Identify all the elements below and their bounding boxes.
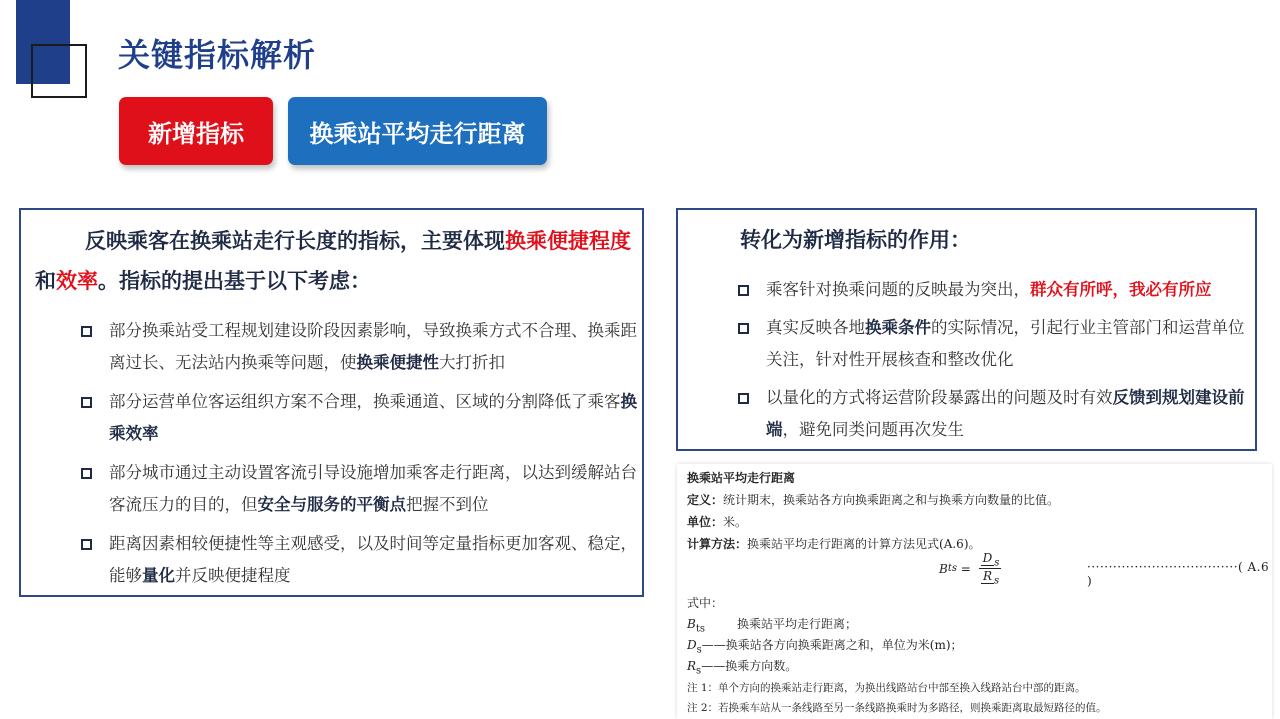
item-highlight: 群众有所呼，我必有所应: [1030, 280, 1212, 299]
def-label: 定义：: [687, 493, 724, 507]
den-symbol: R: [982, 569, 992, 584]
role-box: [676, 208, 1257, 451]
item-bold: 换乘效率: [109, 392, 637, 443]
var-text: 换乘站平均走行距离；: [736, 617, 857, 631]
considerations-lead: [35, 221, 635, 301]
checkbox-square-icon: [738, 323, 749, 334]
excerpt-var-b: [687, 615, 857, 634]
checkbox-square-icon: [81, 468, 92, 479]
list-item: [81, 315, 641, 379]
item-text: 部分运营单位客运组织方案不合理，换乘通道、区域的分割降低了乘客: [109, 392, 621, 411]
checkbox-square-icon: [81, 397, 92, 408]
calc-text: 换乘站平均走行距离的计算方法见式(A.6)。: [747, 537, 981, 551]
formula-fraction: [979, 551, 1002, 587]
list-item: [738, 312, 1248, 376]
standard-excerpt-image: [677, 464, 1272, 719]
var-sub: ts: [695, 623, 705, 635]
formula-denominator: [981, 569, 999, 586]
var-sub: s: [696, 644, 702, 656]
item-text: 大打折扣: [439, 353, 505, 372]
num-symbol: D: [982, 551, 993, 565]
item-bold: 反馈到规划建设前端: [766, 388, 1245, 439]
excerpt-definition: [687, 491, 1059, 508]
excerpt-var-d: [687, 636, 963, 655]
excerpt-note-2: 注 2：若换乘车站从一条线路至另一条线路换乘时为多路径，则换乘距离取最短路径的值。: [687, 702, 1107, 714]
num-sub: s: [994, 557, 1000, 569]
excerpt-calc: [687, 535, 981, 552]
den-sub: s: [994, 575, 1000, 587]
item-bold: 安全与服务的平衡点: [257, 495, 406, 514]
lead-highlight-convenience: 换乘便捷程度: [505, 229, 631, 253]
var-symbol: R: [687, 659, 697, 673]
new-metric-tag: 新增指标: [119, 97, 273, 165]
var-text: ——换乘站各方向换乘距离之和，单位为米(m)；: [701, 638, 963, 652]
checkbox-square-icon: [81, 539, 92, 550]
formula-number: ( A.6 ): [1087, 560, 1270, 588]
leader-dots: ···································: [1087, 560, 1239, 574]
var-text: ——换乘方向数。: [701, 659, 798, 673]
excerpt-where: 式中：: [687, 596, 724, 610]
item-bold: 换乘便捷性: [356, 353, 439, 372]
formula-eq: =: [956, 561, 975, 576]
item-text: 真实反映各地: [766, 318, 865, 337]
item-text: 乘客针对换乘问题的反映最为突出，: [766, 280, 1030, 299]
item-text: 以量化的方式将运营阶段暴露出的问题及时有效: [766, 388, 1113, 407]
lead-text: 反映乘客在换乘站走行长度的指标，主要体现: [85, 229, 505, 253]
var-symbol: D: [687, 638, 697, 652]
def-text: 统计期末，换乘站各方向换乘距离之和与换乘方向数量的比值。: [723, 493, 1060, 507]
item-text: 距离因素相较便捷性等主观感受，以及时间等定量指标更加客观、稳定，能够: [109, 534, 637, 585]
list-item: [738, 382, 1248, 446]
item-text: ，避免同类问题再次发生: [782, 420, 964, 439]
role-lead: 转化为新增指标的作用：: [740, 228, 971, 252]
var-symbol: B: [687, 617, 696, 631]
formula-numerator: [979, 551, 1002, 569]
formula: [939, 551, 1001, 587]
excerpt-unit: [687, 513, 747, 530]
item-text: 把握不到位: [406, 495, 489, 514]
list-item: [81, 457, 641, 521]
excerpt-heading: 换乘站平均走行距离: [687, 471, 796, 485]
considerations-list: [81, 315, 641, 599]
unit-text: 米。: [723, 515, 748, 529]
checkbox-square-icon: [738, 285, 749, 296]
item-text: 的实际情况，引起行业主管部门和运营单位关注，针对性开展核查和整改优化: [766, 318, 1245, 369]
item-bold: 量化: [142, 566, 175, 585]
role-list: [738, 274, 1248, 452]
formula-lhs-sub: ts: [947, 563, 957, 575]
formula-leader: [1087, 560, 1272, 588]
item-text: 部分城市通过主动设置客流引导设施增加乘客走行距离，以达到缓解站台客流压力的目的，但: [109, 463, 637, 514]
list-item: [81, 528, 641, 592]
unit-label: 单位：: [687, 515, 724, 529]
page-title: 关键指标解析: [118, 36, 317, 74]
excerpt-note-1: 注 1：单个方向的换乘站走行距离，为换出线路站台中部至换入线路站台中部的距离。: [687, 682, 1086, 694]
list-item: [81, 386, 641, 450]
item-text: 并反映便捷程度: [175, 566, 291, 585]
excerpt-var-r: [687, 657, 797, 676]
corner-decor-outline: [31, 44, 87, 98]
lead-highlight-efficiency: 效率: [56, 269, 98, 293]
metric-name-tag: 换乘站平均走行距离: [288, 97, 547, 165]
formula-lhs: B: [939, 561, 948, 576]
item-bold: 换乘条件: [865, 318, 931, 337]
checkbox-square-icon: [738, 393, 749, 404]
item-text: 部分换乘站受工程规划建设阶段因素影响，导致换乘方式不合理、换乘距离过长、无法站内换乘等问题，使: [109, 321, 637, 372]
checkbox-square-icon: [81, 326, 92, 337]
var-sub: s: [696, 665, 702, 677]
list-item: [738, 274, 1248, 306]
lead-text: 和: [35, 269, 56, 293]
lead-text: 。指标的提出基于以下考虑：: [98, 269, 371, 293]
calc-label: 计算方法：: [687, 537, 748, 551]
considerations-box: [19, 208, 644, 597]
